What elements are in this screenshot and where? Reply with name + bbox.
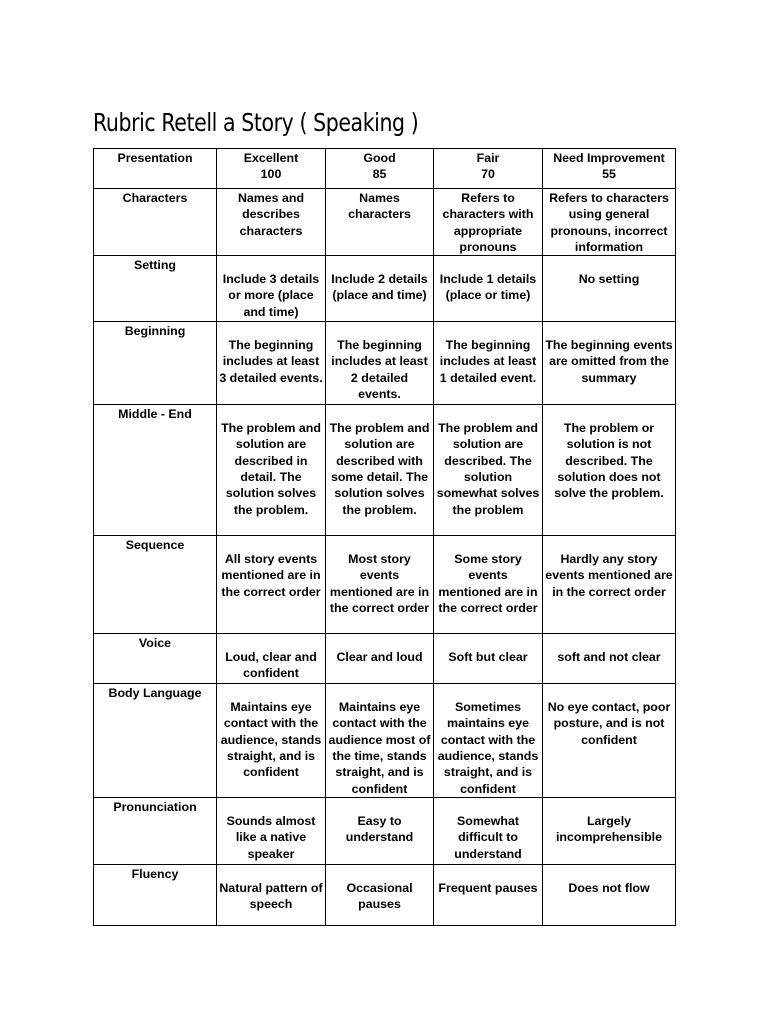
- table-cell: Sounds almost like a native speaker: [217, 798, 326, 865]
- criterion-sequence: Sequence: [94, 536, 217, 634]
- table-row: [94, 536, 676, 634]
- header-need-improvement: [543, 149, 676, 189]
- header-row: [94, 149, 676, 189]
- column-label: Need Improvement: [553, 151, 665, 165]
- table-cell: The beginning includes at least 3 detailed events.: [217, 322, 326, 405]
- table-cell: Refers to characters using general pronouns, incorrect information: [543, 189, 676, 256]
- table-cell: The beginning events are omitted from the summary: [543, 322, 676, 405]
- table-row: [94, 865, 676, 926]
- column-label: Good: [363, 151, 396, 165]
- table-cell: The problem and solution are described in detail. The solution solves the problem.: [217, 405, 326, 536]
- table-cell: The problem or solution is not described. The solution does not solve the problem.: [543, 405, 676, 536]
- criterion-voice: Voice: [94, 634, 217, 684]
- table-cell: The beginning includes at least 2 detailed events.: [326, 322, 434, 405]
- table-cell: Easy to understand: [326, 798, 434, 865]
- header-fair: [434, 149, 543, 189]
- table-cell: Frequent pauses: [434, 865, 543, 926]
- table-cell: Names characters: [326, 189, 434, 256]
- table-cell: Maintains eye contact with the audience most of the time, stands straight, and is confident: [326, 684, 434, 798]
- table-cell: Sometimes maintains eye contact with the audience, stands straight, and is confident: [434, 684, 543, 798]
- table-row: [94, 322, 676, 405]
- table-cell: Refers to characters with appropriate pronouns: [434, 189, 543, 256]
- table-row: [94, 684, 676, 798]
- criterion-pronunciation: Pronunciation: [94, 798, 217, 865]
- criterion-setting: Setting: [94, 256, 217, 322]
- table-cell: Include 1 details (place or time): [434, 256, 543, 322]
- column-score: 55: [602, 167, 616, 182]
- criterion-middle-end: Middle - End: [94, 405, 217, 536]
- column-label: Excellent: [243, 151, 299, 165]
- table-cell: Hardly any story events mentioned are in the correct order: [543, 536, 676, 634]
- rubric-table: [93, 148, 676, 926]
- table-cell: Include 3 details or more (place and time): [217, 256, 326, 322]
- table-row: [94, 634, 676, 684]
- table-cell: Does not flow: [543, 865, 676, 926]
- table-cell: soft and not clear: [543, 634, 676, 684]
- criterion-characters: Characters: [94, 189, 217, 256]
- table-cell: All story events mentioned are in the correct order: [217, 536, 326, 634]
- table-cell: The beginning includes at least 1 detailed event.: [434, 322, 543, 405]
- table-cell: Include 2 details (place and time): [326, 256, 434, 322]
- criterion-beginning: Beginning: [94, 322, 217, 405]
- page-title: Rubric Retell a Story ( Speaking ): [93, 108, 419, 137]
- table-cell: Natural pattern of speech: [217, 865, 326, 926]
- header-excellent: [217, 149, 326, 189]
- table-row: [94, 405, 676, 536]
- table-cell: No eye contact, poor posture, and is not confident: [543, 684, 676, 798]
- table-cell: The problem and solution are described. The solution somewhat solves the problem: [434, 405, 543, 536]
- table-cell: Names and describes characters: [217, 189, 326, 256]
- table-cell: No setting: [543, 256, 676, 322]
- table-cell: Soft but clear: [434, 634, 543, 684]
- column-score: 70: [481, 167, 495, 182]
- table-cell: Largely incomprehensible: [543, 798, 676, 865]
- criterion-fluency: Fluency: [94, 865, 217, 926]
- header-good: [326, 149, 434, 189]
- table-cell: Most story events mentioned are in the correct order: [326, 536, 434, 634]
- column-score: 85: [372, 167, 387, 182]
- criterion-body-language: Body Language: [94, 684, 217, 798]
- column-label: Fair: [476, 151, 500, 165]
- table-row: [94, 798, 676, 865]
- table-cell: Somewhat difficult to understand: [434, 798, 543, 865]
- table-cell: Some story events mentioned are in the correct order: [434, 536, 543, 634]
- table-row: [94, 256, 676, 322]
- table-cell: Maintains eye contact with the audience, stands straight, and is confident: [217, 684, 326, 798]
- table-row: [94, 189, 676, 256]
- table-cell: The problem and solution are described with some detail. The solution solves the problem.: [326, 405, 434, 536]
- header-presentation: Presentation: [94, 149, 217, 189]
- column-score: 100: [260, 167, 282, 182]
- table-cell: Occasional pauses: [326, 865, 434, 926]
- table-cell: Clear and loud: [326, 634, 434, 684]
- table-cell: Loud, clear and confident: [217, 634, 326, 684]
